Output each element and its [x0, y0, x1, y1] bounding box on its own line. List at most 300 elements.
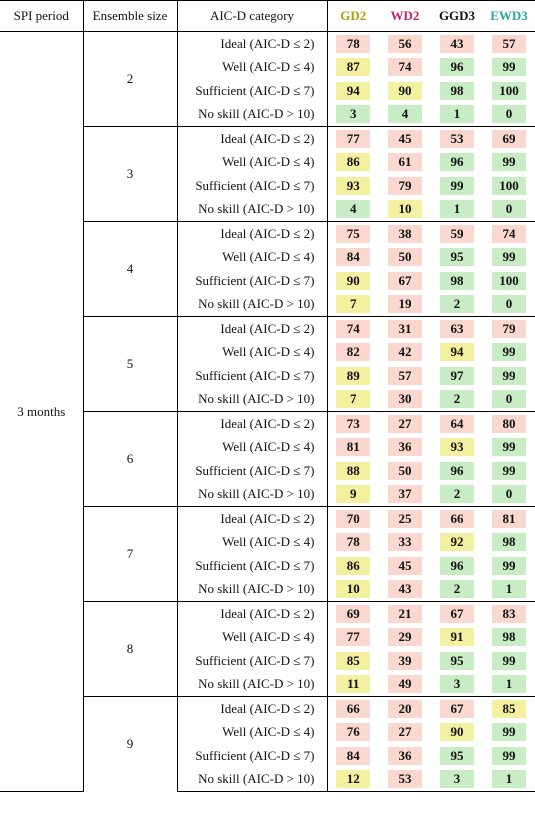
value-cell-ewd3	[483, 56, 535, 80]
value-cell-ewd3	[483, 721, 535, 745]
value-cell-wd2	[379, 293, 431, 317]
ensemble-size-cell: 5	[83, 317, 177, 412]
value-pill: 66	[336, 700, 370, 718]
value-cell-ewd3	[483, 436, 535, 460]
value-cell-gd2	[327, 174, 379, 198]
value-cell-wd2	[379, 578, 431, 602]
value-pill: 88	[336, 462, 370, 480]
value-cell-ewd3	[483, 198, 535, 222]
value-cell-ggd3	[431, 79, 483, 103]
value-pill: 64	[440, 415, 474, 433]
category-label: Sufficient (AIC-D ≤ 7)	[177, 744, 327, 768]
value-cell-gd2	[327, 222, 379, 246]
value-pill: 3	[336, 105, 370, 123]
value-cell-wd2	[379, 531, 431, 555]
value-cell-wd2	[379, 412, 431, 436]
category-label: No skill (AIC-D > 10)	[177, 293, 327, 317]
category-label: No skill (AIC-D > 10)	[177, 483, 327, 507]
value-pill: 1	[440, 105, 474, 123]
value-pill: 11	[336, 675, 370, 693]
value-cell-gd2	[327, 198, 379, 222]
value-pill: 80	[492, 415, 526, 433]
value-pill: 96	[440, 153, 474, 171]
value-cell-gd2	[327, 649, 379, 673]
value-pill: 74	[336, 320, 370, 338]
category-label: Well (AIC-D ≤ 4)	[177, 531, 327, 555]
value-cell-ggd3	[431, 697, 483, 721]
category-label: Ideal (AIC-D ≤ 2)	[177, 697, 327, 721]
value-pill: 95	[440, 248, 474, 266]
value-cell-ewd3	[483, 531, 535, 555]
value-cell-ggd3	[431, 626, 483, 650]
value-pill: 87	[336, 58, 370, 76]
value-pill: 99	[492, 438, 526, 456]
category-label: Well (AIC-D ≤ 4)	[177, 436, 327, 460]
value-cell-wd2	[379, 721, 431, 745]
value-pill: 99	[492, 343, 526, 361]
value-pill: 20	[388, 700, 422, 718]
value-pill: 66	[440, 510, 474, 528]
category-label: Ideal (AIC-D ≤ 2)	[177, 507, 327, 531]
value-pill: 82	[336, 343, 370, 361]
value-cell-ewd3	[483, 293, 535, 317]
value-pill: 2	[440, 485, 474, 503]
category-label: Well (AIC-D ≤ 4)	[177, 721, 327, 745]
value-cell-ggd3	[431, 174, 483, 198]
value-pill: 100	[492, 177, 526, 195]
value-pill: 70	[336, 510, 370, 528]
value-cell-ggd3	[431, 151, 483, 175]
value-pill: 76	[336, 723, 370, 741]
header-row	[0, 1, 535, 32]
value-cell-wd2	[379, 222, 431, 246]
value-cell-gd2	[327, 626, 379, 650]
value-pill: 50	[388, 462, 422, 480]
value-cell-ewd3	[483, 626, 535, 650]
category-label: Ideal (AIC-D ≤ 2)	[177, 127, 327, 151]
value-pill: 99	[492, 557, 526, 575]
value-pill: 38	[388, 225, 422, 243]
value-cell-gd2	[327, 341, 379, 365]
value-pill: 92	[440, 533, 474, 551]
value-cell-wd2	[379, 246, 431, 270]
value-cell-wd2	[379, 602, 431, 626]
value-pill: 0	[492, 485, 526, 503]
value-cell-ggd3	[431, 56, 483, 80]
value-pill: 67	[440, 700, 474, 718]
value-cell-ewd3	[483, 341, 535, 365]
category-label: Ideal (AIC-D ≤ 2)	[177, 32, 327, 56]
value-pill: 4	[388, 105, 422, 123]
value-pill: 77	[336, 628, 370, 646]
header-model-ewd3: EWD3	[483, 1, 535, 32]
value-pill: 31	[388, 320, 422, 338]
value-cell-ggd3	[431, 436, 483, 460]
value-cell-ggd3	[431, 32, 483, 56]
value-cell-wd2	[379, 103, 431, 127]
value-cell-wd2	[379, 459, 431, 483]
value-cell-wd2	[379, 56, 431, 80]
value-pill: 37	[388, 485, 422, 503]
value-cell-gd2	[327, 364, 379, 388]
value-cell-wd2	[379, 554, 431, 578]
value-pill: 95	[440, 652, 474, 670]
value-cell-gd2	[327, 246, 379, 270]
value-cell-ggd3	[431, 554, 483, 578]
value-cell-wd2	[379, 317, 431, 341]
value-cell-gd2	[327, 673, 379, 697]
category-label: Sufficient (AIC-D ≤ 7)	[177, 554, 327, 578]
value-cell-ggd3	[431, 673, 483, 697]
value-pill: 2	[440, 390, 474, 408]
value-pill: 78	[336, 533, 370, 551]
header-aic-d-category: AIC-D category	[177, 1, 327, 32]
value-cell-gd2	[327, 768, 379, 792]
ensemble-size-cell: 2	[83, 32, 177, 127]
value-cell-ewd3	[483, 412, 535, 436]
value-cell-ggd3	[431, 578, 483, 602]
value-pill: 43	[440, 35, 474, 53]
value-cell-ggd3	[431, 127, 483, 151]
table-body	[0, 32, 535, 792]
value-pill: 81	[336, 438, 370, 456]
value-cell-ggd3	[431, 744, 483, 768]
value-pill: 84	[336, 248, 370, 266]
value-cell-ewd3	[483, 697, 535, 721]
value-pill: 99	[492, 747, 526, 765]
value-cell-ewd3	[483, 459, 535, 483]
value-pill: 94	[336, 82, 370, 100]
value-cell-ewd3	[483, 388, 535, 412]
category-label: Sufficient (AIC-D ≤ 7)	[177, 174, 327, 198]
value-cell-gd2	[327, 602, 379, 626]
value-pill: 36	[388, 747, 422, 765]
value-pill: 93	[336, 177, 370, 195]
value-pill: 45	[388, 130, 422, 148]
value-cell-gd2	[327, 317, 379, 341]
value-pill: 86	[336, 153, 370, 171]
value-cell-gd2	[327, 56, 379, 80]
value-pill: 30	[388, 390, 422, 408]
value-pill: 49	[388, 675, 422, 693]
value-pill: 56	[388, 35, 422, 53]
value-cell-ggd3	[431, 602, 483, 626]
category-label: No skill (AIC-D > 10)	[177, 578, 327, 602]
value-pill: 67	[388, 272, 422, 290]
value-cell-ggd3	[431, 507, 483, 531]
value-cell-ewd3	[483, 151, 535, 175]
header-model-gd2: GD2	[327, 1, 379, 32]
ensemble-size-cell: 9	[83, 697, 177, 792]
value-pill: 43	[388, 580, 422, 598]
value-cell-ggd3	[431, 317, 483, 341]
value-pill: 99	[492, 462, 526, 480]
value-pill: 27	[388, 723, 422, 741]
value-pill: 86	[336, 557, 370, 575]
value-pill: 75	[336, 225, 370, 243]
value-cell-ggd3	[431, 388, 483, 412]
value-pill: 1	[492, 770, 526, 788]
value-pill: 57	[388, 367, 422, 385]
ensemble-size-cell: 7	[83, 507, 177, 602]
value-pill: 19	[388, 295, 422, 313]
value-pill: 79	[492, 320, 526, 338]
value-cell-wd2	[379, 32, 431, 56]
value-cell-ewd3	[483, 768, 535, 792]
value-cell-ewd3	[483, 554, 535, 578]
value-cell-gd2	[327, 151, 379, 175]
value-cell-ggd3	[431, 103, 483, 127]
value-pill: 77	[336, 130, 370, 148]
value-cell-gd2	[327, 459, 379, 483]
value-pill: 100	[492, 272, 526, 290]
value-cell-wd2	[379, 269, 431, 293]
value-cell-gd2	[327, 744, 379, 768]
value-pill: 69	[336, 605, 370, 623]
value-pill: 10	[388, 200, 422, 218]
value-cell-wd2	[379, 198, 431, 222]
value-pill: 96	[440, 462, 474, 480]
value-pill: 99	[492, 652, 526, 670]
value-cell-ewd3	[483, 79, 535, 103]
category-label: Ideal (AIC-D ≤ 2)	[177, 222, 327, 246]
value-pill: 27	[388, 415, 422, 433]
value-cell-ewd3	[483, 602, 535, 626]
ensemble-size-cell: 6	[83, 412, 177, 507]
value-cell-wd2	[379, 174, 431, 198]
value-pill: 85	[492, 700, 526, 718]
value-cell-wd2	[379, 649, 431, 673]
value-pill: 100	[492, 82, 526, 100]
value-pill: 99	[492, 58, 526, 76]
value-pill: 3	[440, 675, 474, 693]
value-pill: 12	[336, 770, 370, 788]
value-pill: 96	[440, 557, 474, 575]
value-cell-gd2	[327, 127, 379, 151]
value-cell-wd2	[379, 744, 431, 768]
value-cell-wd2	[379, 151, 431, 175]
value-cell-ggd3	[431, 531, 483, 555]
value-cell-ggd3	[431, 341, 483, 365]
value-cell-wd2	[379, 364, 431, 388]
value-pill: 84	[336, 747, 370, 765]
value-cell-ggd3	[431, 649, 483, 673]
value-cell-gd2	[327, 578, 379, 602]
value-cell-gd2	[327, 103, 379, 127]
category-label: Well (AIC-D ≤ 4)	[177, 626, 327, 650]
value-cell-wd2	[379, 79, 431, 103]
category-label: Ideal (AIC-D ≤ 2)	[177, 412, 327, 436]
value-pill: 10	[336, 580, 370, 598]
value-pill: 90	[440, 723, 474, 741]
value-pill: 1	[440, 200, 474, 218]
category-label: Well (AIC-D ≤ 4)	[177, 246, 327, 270]
value-cell-ggd3	[431, 721, 483, 745]
value-cell-gd2	[327, 721, 379, 745]
value-pill: 0	[492, 200, 526, 218]
value-cell-ewd3	[483, 483, 535, 507]
value-cell-gd2	[327, 269, 379, 293]
value-cell-gd2	[327, 388, 379, 412]
value-pill: 99	[492, 248, 526, 266]
value-pill: 98	[492, 628, 526, 646]
value-cell-wd2	[379, 127, 431, 151]
value-pill: 59	[440, 225, 474, 243]
value-cell-gd2	[327, 412, 379, 436]
ensemble-size-cell: 3	[83, 127, 177, 222]
value-cell-wd2	[379, 697, 431, 721]
value-pill: 0	[492, 295, 526, 313]
value-pill: 99	[440, 177, 474, 195]
value-pill: 39	[388, 652, 422, 670]
value-cell-ewd3	[483, 103, 535, 127]
value-pill: 33	[388, 533, 422, 551]
value-cell-gd2	[327, 554, 379, 578]
category-label: No skill (AIC-D > 10)	[177, 673, 327, 697]
value-cell-gd2	[327, 293, 379, 317]
value-cell-ggd3	[431, 364, 483, 388]
header-ensemble-size: Ensemble size	[83, 1, 177, 32]
value-pill: 78	[336, 35, 370, 53]
value-pill: 63	[440, 320, 474, 338]
category-label: Well (AIC-D ≤ 4)	[177, 341, 327, 365]
value-cell-gd2	[327, 697, 379, 721]
value-pill: 98	[440, 82, 474, 100]
category-label: No skill (AIC-D > 10)	[177, 388, 327, 412]
ensemble-size-cell: 4	[83, 222, 177, 317]
value-pill: 0	[492, 105, 526, 123]
value-pill: 61	[388, 153, 422, 171]
category-label: Sufficient (AIC-D ≤ 7)	[177, 79, 327, 103]
value-cell-ewd3	[483, 578, 535, 602]
value-cell-gd2	[327, 507, 379, 531]
value-cell-gd2	[327, 32, 379, 56]
value-pill: 0	[492, 390, 526, 408]
value-cell-ewd3	[483, 246, 535, 270]
value-pill: 81	[492, 510, 526, 528]
value-pill: 93	[440, 438, 474, 456]
value-cell-ewd3	[483, 673, 535, 697]
value-pill: 50	[388, 248, 422, 266]
value-cell-ggd3	[431, 246, 483, 270]
value-pill: 53	[440, 130, 474, 148]
value-pill: 2	[440, 295, 474, 313]
value-cell-wd2	[379, 436, 431, 460]
value-cell-gd2	[327, 531, 379, 555]
value-pill: 45	[388, 557, 422, 575]
value-cell-gd2	[327, 79, 379, 103]
value-cell-ewd3	[483, 222, 535, 246]
value-pill: 67	[440, 605, 474, 623]
header-spi-period: SPI period	[0, 1, 83, 32]
value-pill: 3	[440, 770, 474, 788]
value-cell-wd2	[379, 507, 431, 531]
value-pill: 85	[336, 652, 370, 670]
category-label: Sufficient (AIC-D ≤ 7)	[177, 649, 327, 673]
category-label: Ideal (AIC-D ≤ 2)	[177, 317, 327, 341]
value-pill: 79	[388, 177, 422, 195]
category-label: Well (AIC-D ≤ 4)	[177, 151, 327, 175]
header-model-wd2: WD2	[379, 1, 431, 32]
value-cell-ewd3	[483, 364, 535, 388]
value-pill: 1	[492, 675, 526, 693]
ensemble-size-cell: 8	[83, 602, 177, 697]
table-row	[0, 32, 535, 56]
value-cell-gd2	[327, 436, 379, 460]
value-pill: 99	[492, 367, 526, 385]
value-pill: 96	[440, 58, 474, 76]
value-pill: 25	[388, 510, 422, 528]
value-pill: 90	[336, 272, 370, 290]
value-cell-ewd3	[483, 127, 535, 151]
value-cell-ewd3	[483, 317, 535, 341]
value-pill: 90	[388, 82, 422, 100]
category-label: No skill (AIC-D > 10)	[177, 198, 327, 222]
value-cell-ggd3	[431, 198, 483, 222]
category-label: Well (AIC-D ≤ 4)	[177, 56, 327, 80]
value-cell-ewd3	[483, 744, 535, 768]
value-pill: 97	[440, 367, 474, 385]
category-label: Sufficient (AIC-D ≤ 7)	[177, 364, 327, 388]
value-pill: 98	[492, 533, 526, 551]
value-pill: 1	[492, 580, 526, 598]
category-label: Sufficient (AIC-D ≤ 7)	[177, 459, 327, 483]
value-pill: 69	[492, 130, 526, 148]
value-cell-gd2	[327, 483, 379, 507]
value-cell-wd2	[379, 341, 431, 365]
value-pill: 7	[336, 295, 370, 313]
value-pill: 95	[440, 747, 474, 765]
value-cell-ggd3	[431, 483, 483, 507]
value-pill: 99	[492, 723, 526, 741]
value-cell-ggd3	[431, 768, 483, 792]
value-pill: 94	[440, 343, 474, 361]
value-cell-ggd3	[431, 222, 483, 246]
value-pill: 53	[388, 770, 422, 788]
category-label: No skill (AIC-D > 10)	[177, 103, 327, 127]
value-pill: 98	[440, 272, 474, 290]
value-cell-ggd3	[431, 269, 483, 293]
value-cell-ggd3	[431, 293, 483, 317]
spi-period-cell: 3 months	[0, 32, 83, 792]
value-pill: 9	[336, 485, 370, 503]
category-label: Sufficient (AIC-D ≤ 7)	[177, 269, 327, 293]
value-pill: 89	[336, 367, 370, 385]
value-pill: 99	[492, 153, 526, 171]
value-pill: 57	[492, 35, 526, 53]
value-pill: 7	[336, 390, 370, 408]
value-pill: 2	[440, 580, 474, 598]
value-cell-wd2	[379, 768, 431, 792]
value-pill: 4	[336, 200, 370, 218]
value-cell-ggd3	[431, 459, 483, 483]
category-label: Ideal (AIC-D ≤ 2)	[177, 602, 327, 626]
category-label: No skill (AIC-D > 10)	[177, 768, 327, 792]
value-pill: 74	[388, 58, 422, 76]
value-pill: 29	[388, 628, 422, 646]
value-pill: 36	[388, 438, 422, 456]
value-cell-ewd3	[483, 269, 535, 293]
value-pill: 73	[336, 415, 370, 433]
value-pill: 42	[388, 343, 422, 361]
value-pill: 83	[492, 605, 526, 623]
value-cell-ewd3	[483, 174, 535, 198]
value-pill: 21	[388, 605, 422, 623]
value-cell-wd2	[379, 483, 431, 507]
header-model-ggd3: GGD3	[431, 1, 483, 32]
value-cell-ewd3	[483, 507, 535, 531]
value-cell-wd2	[379, 673, 431, 697]
